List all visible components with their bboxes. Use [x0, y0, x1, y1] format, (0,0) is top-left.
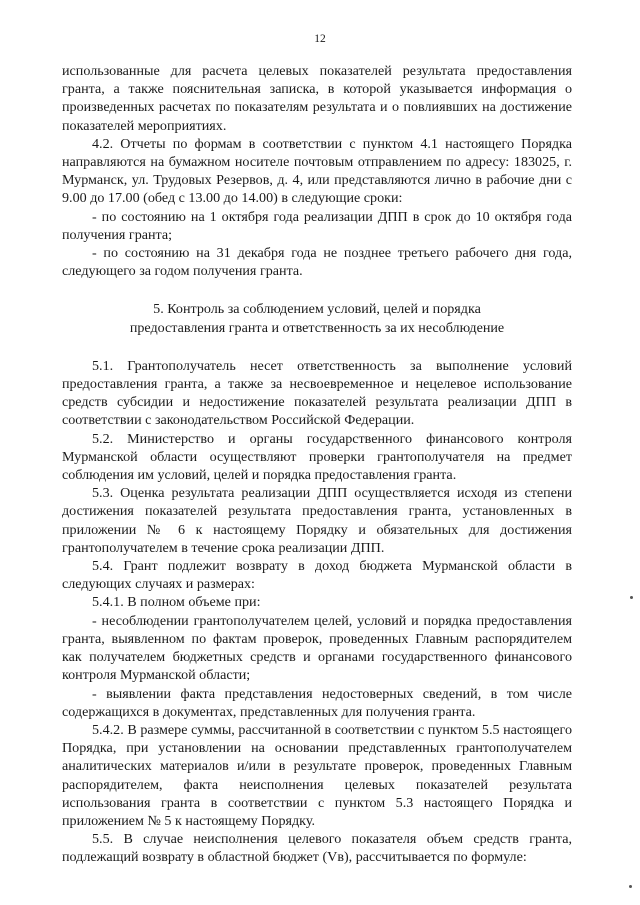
scan-speck [630, 596, 633, 599]
section-5-heading-line-1: 5. Контроль за соблюдением условий, целей и порядка [153, 301, 481, 318]
paragraph-5-4-2: 5.4.2. В размере суммы, рассчитанной в соответствии с пунктом 5.5 настоящего Порядка, при установлении на основании представленных грантополучателем аналитических материалов и/или в результате проверок, проведенных Главным распорядителем, факта неисполнения целевых показателей результата использования гранта в соответствии с пунктом 5.3 настоящего Порядка и приложением № 5 к настоящему Порядку. [62, 721, 572, 829]
paragraph-5-4-1: 5.4.1. В полном объеме при: [92, 594, 261, 611]
paragraph-continuation: использованные для расчета целевых показателей результата предоставления гранта, а также пояснительная записка, в которой указывается информация о произведенных расчетах по показателям результата и о повлиявших на достижение показателей мероприятиях. [62, 63, 572, 134]
paragraph-4-2: 4.2. Отчеты по формам в соответствии с пунктом 4.1 настоящего Порядка направляются на бумажном носителе почтовым отправлением по адресу: 183025, г. Мурманск, ул. Трудовых Резервов, д. 4, или представляются лично в рабочие дни с 9.00 до 17.00 (обед с 13.00 до 14.00) в следующие сроки: [62, 135, 572, 207]
paragraphs-bottom [62, 357, 572, 867]
document-body [62, 62, 572, 867]
paragraph-5-3: 5.3. Оценка результата реализации ДПП осуществляется исходя из степени достижения показателей результата предоставления гранта, установленных в приложении № 6 к настоящему Порядку и обязательных для достижения грантополучателем в течение срока реализации ДПП. [62, 485, 572, 556]
section-5-heading [62, 300, 572, 336]
paragraph-5-2: 5.2. Министерство и органы государственного финансового контроля Мурманской области осуществляют проверки грантополучателя на предмет соблюдения им условий, целей и порядка предоставления гранта. [62, 430, 572, 484]
scan-speck [629, 885, 632, 888]
paragraph-5-4: 5.4. Грант подлежит возврату в доход бюджета Мурманской области в следующих случаях и размерах: [62, 558, 572, 593]
section-5-heading-line-2: предоставления гранта и ответственность за их несоблюдение [129, 319, 505, 336]
paragraphs-top [62, 62, 572, 280]
list-item-noncompliance: - несоблюдении грантополучателем целей, условий и порядка предоставления гранта, выявленном по фактам проверок, проведенных Главным распорядителем как получателем бюджетных средств и органами государственного финансового контроля Мурманской области; [62, 612, 572, 684]
list-item-deadline-october: - по состоянию на 1 октября года реализации ДПП в срок до 10 октября года получения гранта; [62, 208, 572, 243]
page-number: 12 [314, 33, 326, 45]
paragraph-5-5: 5.5. В случае неисполнения целевого показателя объем средств гранта, подлежащий возврату в областной бюджет (Vв), рассчитывается по формуле: [62, 831, 572, 866]
list-item-deadline-december: - по состоянию на 31 декабря года не позднее третьего рабочего дня года, следующего за годом получения гранта. [62, 245, 572, 280]
paragraph-5-1: 5.1. Грантополучатель несет ответственность за выполнение условий предоставления гранта, а также за несвоевременное и нецелевое использование средств субсидии и недостижение показателей результата реализации ДПП в соответствии с законодательством Российской Федерации. [62, 357, 572, 429]
list-item-false-information: - выявлении факта представления недостоверных сведений, в том числе содержащихся в документах, представленных для получения гранта. [62, 685, 572, 720]
